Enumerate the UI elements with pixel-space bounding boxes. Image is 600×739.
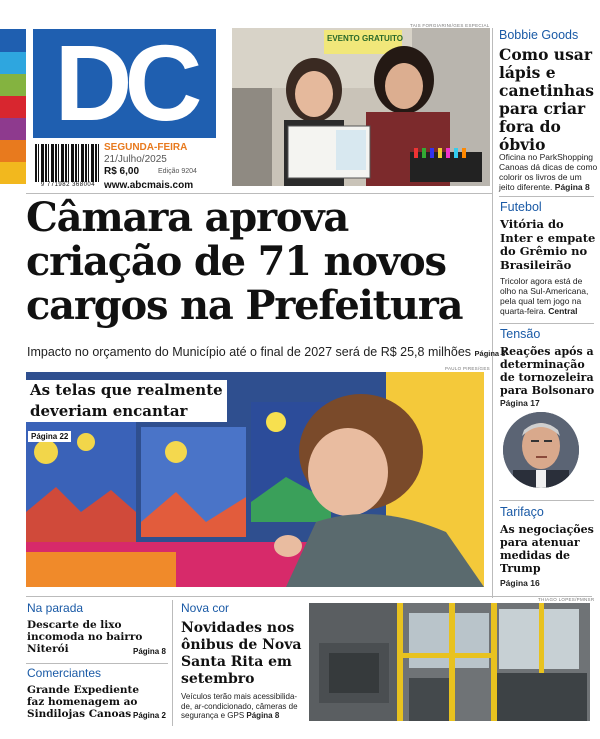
headline-line: setembro — [181, 671, 255, 687]
sidebar-divider-3 — [499, 500, 594, 501]
body-line: Oficina no ParkShopping — [499, 152, 594, 162]
bottom-column-divider — [172, 600, 173, 726]
headline-line: faz homenagem ao — [27, 696, 138, 708]
headline-line: óbvio — [499, 135, 546, 154]
body-line: segurança e GPS — [181, 711, 245, 720]
issue-price: R$ 6,00 — [104, 166, 140, 177]
page-ref[interactable]: Página 8 — [246, 711, 280, 720]
barcode-number: 9 771982 368004 — [33, 182, 103, 192]
bottom-divider — [26, 596, 592, 597]
body-line: quarta-feira. — [500, 306, 546, 316]
top-photo[interactable] — [232, 28, 490, 186]
masthead-logo[interactable] — [33, 22, 216, 143]
tension-page-ref[interactable]: Página 17 — [500, 398, 540, 408]
tension-headline[interactable] — [500, 345, 594, 397]
sidebar-top-kicker: Bobbie Goods — [499, 28, 579, 42]
headline-line: Como usar — [499, 45, 593, 64]
bottom-left-1-page-ref[interactable]: Página 8 — [133, 647, 166, 656]
headline-line: canetinhas — [499, 81, 594, 100]
headline-line: As negociações — [500, 523, 594, 536]
headline-line: Sindilojas Canoas — [27, 708, 132, 720]
color-strip-7 — [0, 162, 26, 184]
sidebar-divider-2 — [499, 323, 594, 324]
main-subhead-text: Impacto no orçamento do Município até o final de 2027 será de R$ 25,8 milhões — [27, 345, 472, 359]
bottom-center-kicker: Nova cor — [181, 601, 230, 615]
headline-line: para atenuar — [500, 536, 580, 549]
headline-line: incomoda no bairro — [27, 631, 143, 643]
tension-kicker: Tensão — [500, 327, 541, 341]
main-subhead — [27, 345, 505, 359]
tariff-page-ref[interactable]: Página 16 — [500, 578, 540, 588]
headline-line: do Grêmio no — [500, 244, 588, 258]
bottom-left-divider — [26, 663, 168, 664]
headline-line: Niterói — [27, 643, 69, 655]
headline-line: Descarte de lixo — [27, 619, 122, 631]
body-line: colorir os livros de um — [499, 172, 582, 182]
body-line: de, ar-condicionado, câmeras de — [181, 701, 298, 711]
main-headline-line: criação de 71 novos — [26, 238, 446, 285]
headline-line: ônibus de Nova — [181, 637, 302, 653]
headline-line: determinação — [500, 358, 585, 371]
body-line: pela qual tem jogo na — [500, 296, 582, 306]
headline-line: Novidades nos — [181, 620, 295, 636]
body-line: olho na Sul-Americana, — [500, 286, 589, 296]
headline-line: Grande Expediente — [27, 684, 140, 696]
color-strip-2 — [0, 52, 26, 74]
color-strip-6 — [0, 140, 26, 162]
page-ref[interactable]: Página 8 — [554, 182, 590, 192]
main-page-ref[interactable]: Página 3 — [474, 349, 506, 358]
portrait-illustration — [503, 412, 579, 488]
event-banner-text: EVENTO GRATUITO — [327, 34, 404, 43]
headline-line: de tornozeleira — [500, 371, 594, 384]
headline-line: Reações após a — [500, 345, 594, 358]
sidebar-divider-1 — [499, 196, 594, 197]
tariff-headline[interactable] — [500, 523, 594, 575]
bottom-left-1-kicker: Na parada — [27, 601, 84, 615]
football-kicker: Futebol — [500, 200, 542, 214]
sidebar-top-headline[interactable] — [499, 46, 594, 154]
art-page-ref[interactable]: Página 22 — [28, 431, 71, 442]
main-headline[interactable] — [26, 196, 496, 328]
body-line: Canoas dá dicas de como — [499, 162, 598, 172]
headline-line: para Bolsonaro — [500, 384, 595, 397]
bottom-left-2-kicker: Comerciantes — [27, 666, 102, 680]
bolsonaro-photo[interactable] — [503, 412, 579, 488]
tariff-kicker: Tarifaço — [500, 505, 544, 519]
art-photo-credit: PAULO PIRES/GES — [445, 366, 490, 371]
color-strip-3 — [0, 74, 26, 96]
headline-line: medidas de — [500, 549, 571, 562]
issue-day: SEGUNDA-FEIRA — [104, 142, 188, 153]
art-headline-line: As telas que realmente — [26, 380, 227, 401]
headline-line: fora do — [499, 117, 561, 136]
body-line: Veículos terão mais acessibilida- — [181, 692, 298, 701]
top-photo-credit: TAIS FORGIARINI/GES ESPECIAL — [410, 23, 490, 28]
color-strip-1 — [0, 29, 26, 52]
issue-date: 21/Julho/2025 — [104, 154, 167, 165]
headline-line: Trump — [500, 562, 541, 575]
art-headline[interactable] — [26, 380, 227, 422]
headline-line: Brasileirão — [500, 257, 572, 272]
sidebar-top-body — [499, 152, 599, 192]
body-line: jeito diferente. — [499, 182, 553, 192]
body-line: Tricolor agora está de — [500, 276, 583, 286]
headline-line: Vitória do — [500, 217, 564, 231]
color-strip-5 — [0, 118, 26, 140]
logo-text: DC — [54, 22, 195, 143]
issue-edition: Edição 9204 — [158, 168, 197, 175]
bottom-center-headline[interactable] — [181, 620, 301, 688]
main-headline-line: cargos na Prefeitura — [26, 282, 463, 329]
bus-interior-illustration — [309, 603, 590, 721]
headline-line: Santa Rita em — [181, 654, 292, 670]
top-photo-illustration — [232, 28, 490, 186]
art-headline-line: deveriam encantar — [26, 401, 191, 422]
bottom-center-body — [181, 692, 305, 721]
color-strip-4 — [0, 96, 26, 118]
bus-photo-credit: THIAGO LOPES/PMNSR — [538, 597, 595, 602]
football-body — [500, 276, 600, 316]
website-link[interactable]: www.abcmais.com — [104, 180, 194, 191]
headline-line: para criar — [499, 99, 586, 118]
page-ref[interactable]: Central — [548, 306, 578, 316]
football-headline[interactable] — [500, 218, 595, 272]
bus-photo[interactable] — [309, 603, 590, 721]
headline-line: Inter e empate — [500, 230, 596, 245]
main-headline-line: Câmara aprova — [26, 194, 349, 241]
headline-line: lápis e — [499, 63, 556, 82]
bottom-left-2-page-ref[interactable]: Página 2 — [133, 711, 166, 720]
